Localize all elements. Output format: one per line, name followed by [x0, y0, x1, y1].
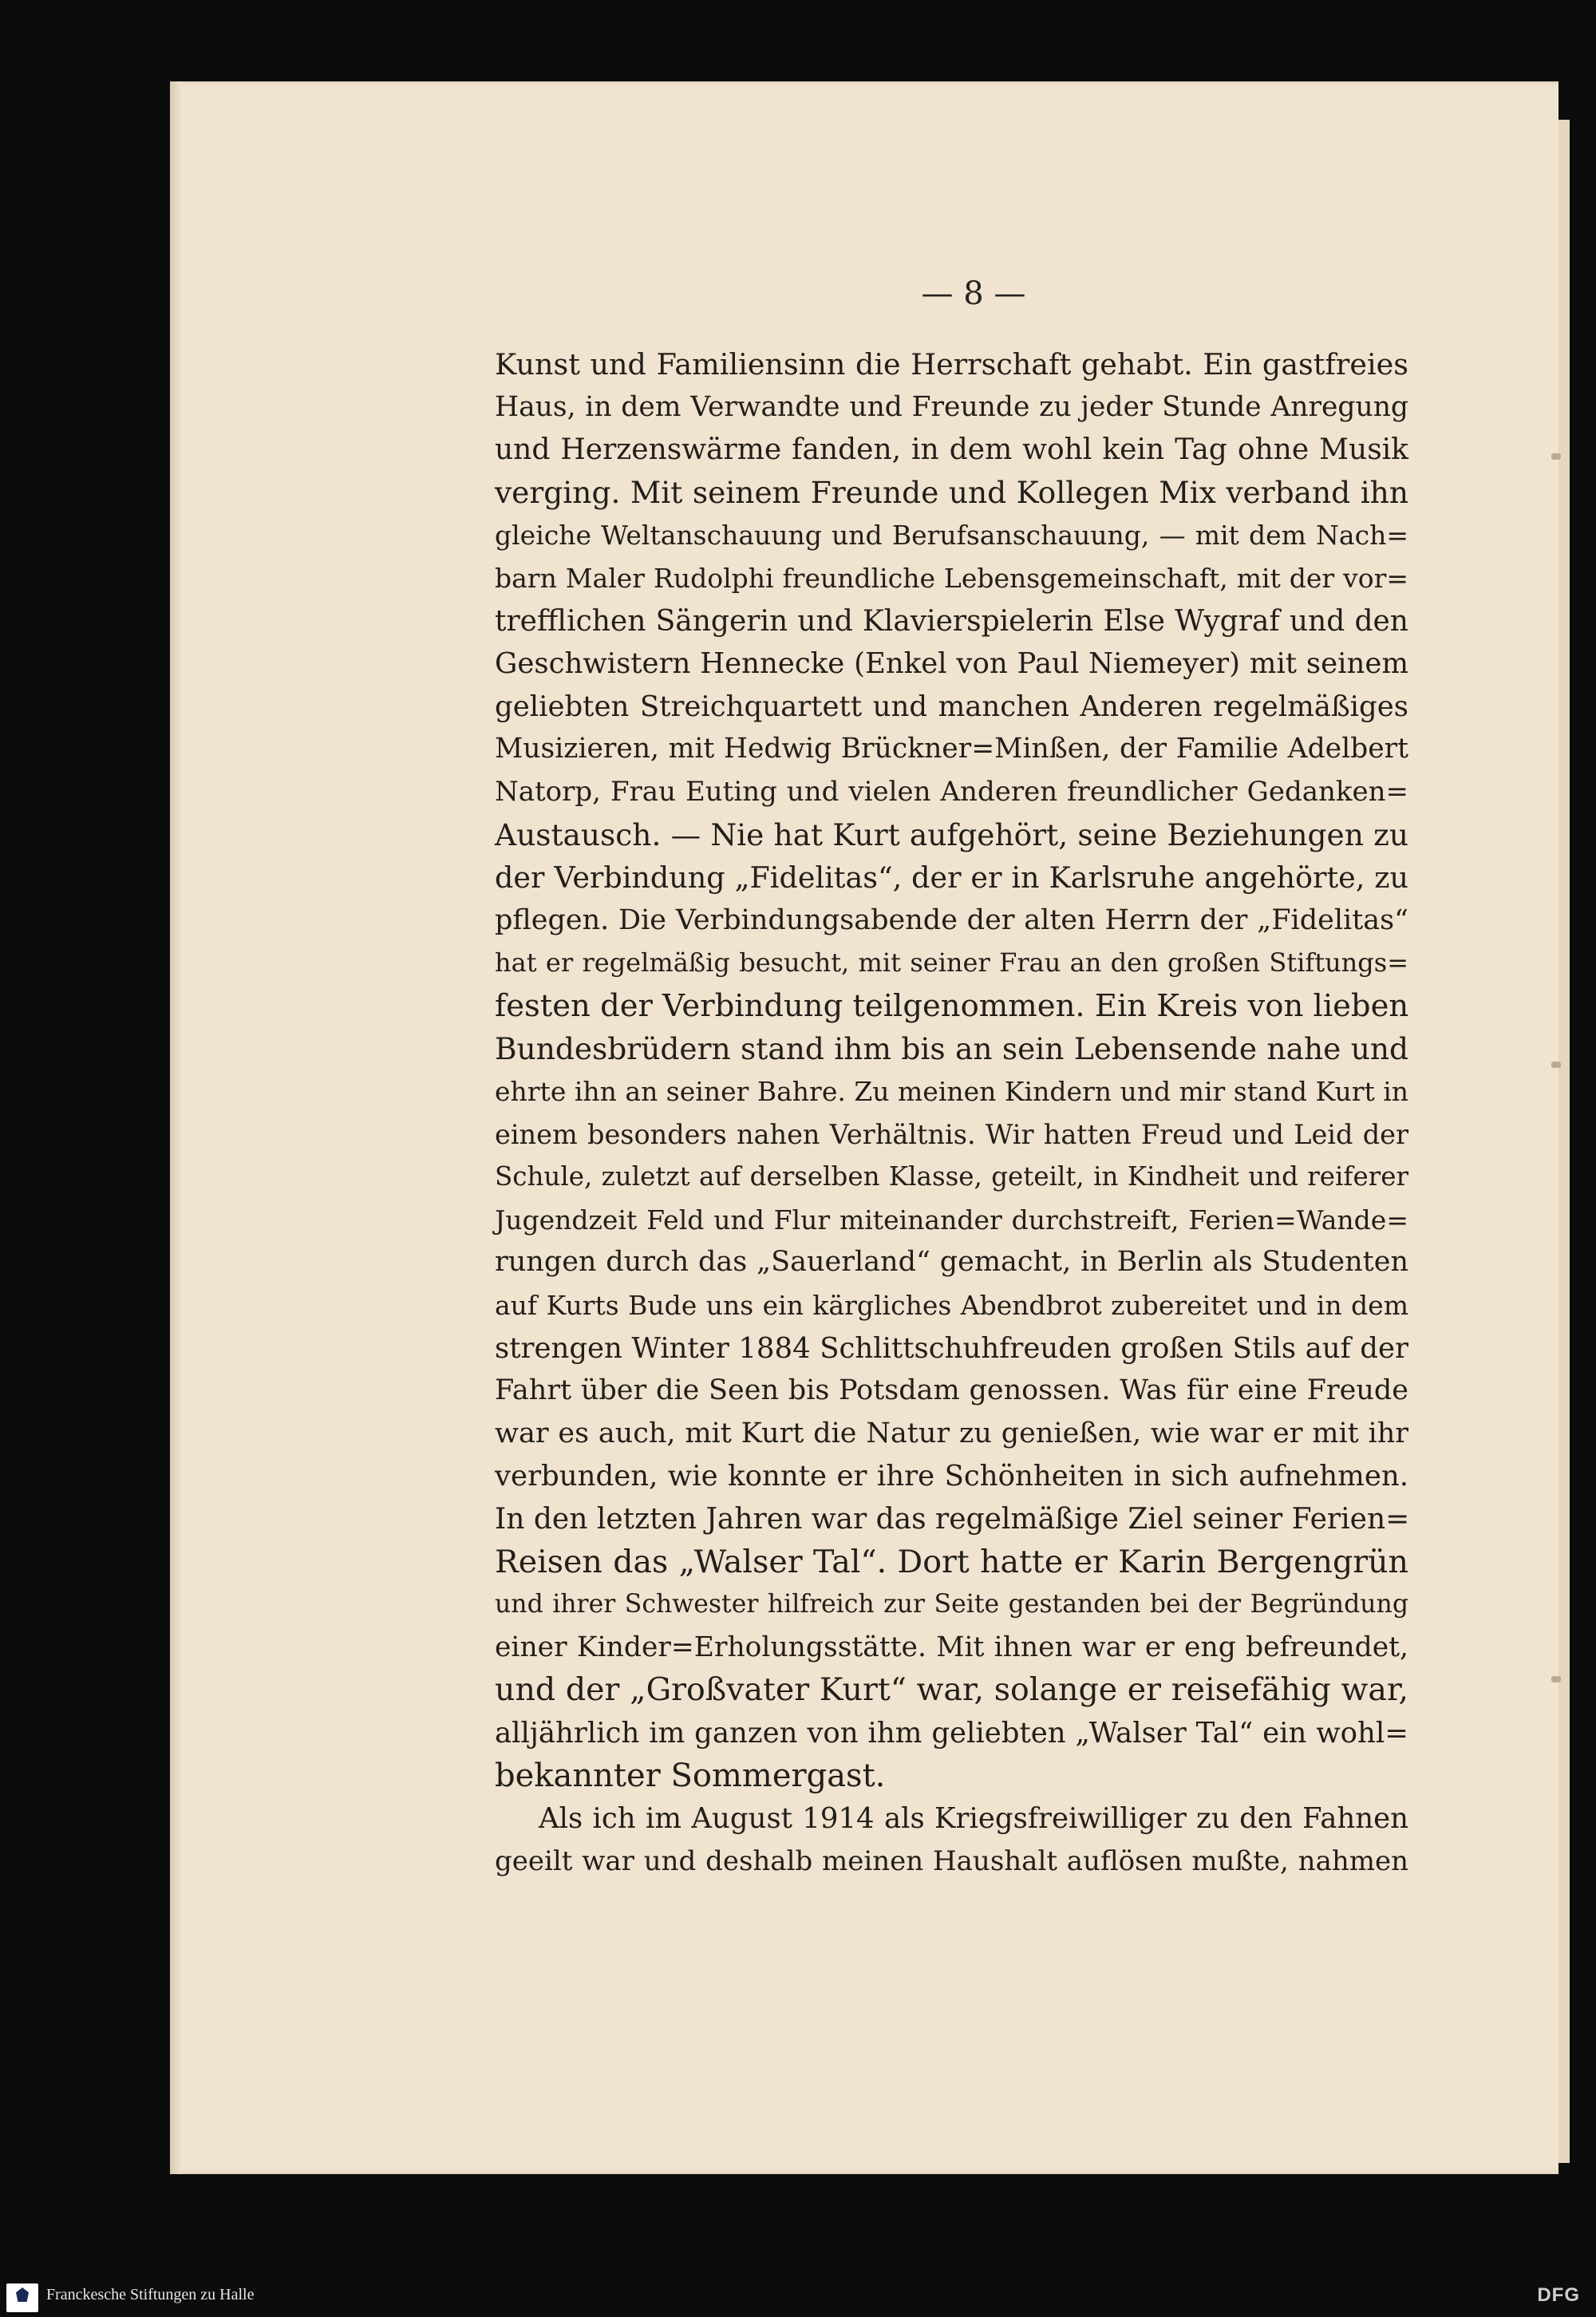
footer-funder-logo: DFG [1537, 2284, 1580, 2306]
text-line-paragraph-start: Als ich im August 1914 als Kriegsfreiwilliger zu den Fahnen [539, 1802, 1408, 1836]
text-line: einem besonders nahen Verhältnis. Wir hatten Freud und Leid der [495, 1118, 1408, 1150]
text-line: und der „Großvater Kurt“ war, solange er reisefähig war, [495, 1671, 1408, 1709]
text-line: geeilt war und deshalb meinen Haushalt auflösen mußte, nahmen [495, 1845, 1408, 1877]
text-line: Musizieren, mit Hedwig Brückner=Minßen, der Familie Adelbert [495, 733, 1408, 765]
text-line: Geschwistern Hennecke (Enkel von Paul Niemeyer) mit seinem [495, 647, 1408, 681]
text-line: barn Maler Rudolphi freundliche Lebensgemeinschaft, mit der vor= [495, 562, 1408, 594]
text-line: pflegen. Die Verbindungsabende der alten Herrn der „Fidelitas“ [495, 903, 1408, 936]
text-line: verbunden, wie konnte er ihre Schönheiten in sich aufnehmen. [495, 1460, 1408, 1493]
text-line: Fahrt über die Seen bis Potsdam genossen. Was für eine Freude [495, 1374, 1408, 1407]
binding-thread-mark [1551, 1676, 1561, 1682]
text-line: der Verbindung „Fidelitas“, der er in Karlsruhe angehörte, zu [495, 860, 1408, 896]
text-line: trefflichen Sängerin und Klavierspielerin Else Wygraf und den [495, 604, 1408, 638]
text-line: Schule, zuletzt auf derselben Klasse, geteilt, in Kindheit und reiferer [495, 1161, 1408, 1192]
body-text [495, 343, 1408, 1883]
binding-thread-mark [1551, 453, 1561, 460]
text-line: In den letzten Jahren war das regelmäßige Ziel seiner Ferien= [495, 1503, 1410, 1536]
text-line: war es auch, mit Kurt die Natur zu genießen, wie war er mit ihr [495, 1417, 1408, 1449]
page-number: — 8 — [921, 275, 1026, 312]
text-line: ehrte ihn an seiner Bahre. Zu meinen Kindern und mir stand Kurt in [495, 1076, 1409, 1108]
footer-institution-name: Franckesche Stiftungen zu Halle [46, 2286, 255, 2303]
text-line: Austausch. — Nie hat Kurt aufgehört, seine Beziehungen zu [495, 816, 1408, 852]
text-line: und ihrer Schwester hilfreich zur Seite gestanden bei der Begründung [495, 1590, 1408, 1619]
text-line: auf Kurts Bude uns ein kärgliches Abendbrot zubereitet und in dem [495, 1290, 1408, 1322]
text-line: Jugendzeit Feld und Flur miteinander durchstreift, Ferien=Wande= [495, 1204, 1408, 1236]
page-binding-edge [170, 81, 181, 2174]
text-line: Kunst und Familiensinn die Herrschaft gehabt. Ein gastfreies [495, 347, 1408, 382]
text-line: Reisen das „Walser Tal“. Dort hatte er Karin Bergengrün [495, 1543, 1408, 1580]
text-line: strengen Winter 1884 Schlittschuhfreuden großen Stils auf der [495, 1331, 1408, 1365]
text-line-paragraph-end: bekannter Sommergast. [495, 1757, 886, 1794]
next-page-edge [1558, 120, 1570, 2163]
text-line: Haus, in dem Verwandte und Freunde zu jeder Stunde Anregung [495, 390, 1408, 423]
text-line: hat er regelmäßig besucht, mit seiner Frau an den großen Stiftungs= [495, 947, 1408, 979]
text-line: geliebten Streichquartett und manchen Anderen regelmäßiges [495, 690, 1408, 723]
text-line: alljährlich im ganzen von ihm geliebten „Walser Tal“ ein wohl= [495, 1717, 1408, 1750]
text-line: gleiche Weltanschauung und Berufsanschauung, — mit dem Nach= [495, 520, 1408, 552]
text-line: Bundesbrüdern stand ihm bis an sein Lebensende nahe und [495, 1030, 1408, 1066]
text-line: festen der Verbindung teilgenommen. Ein Kreis von lieben [495, 987, 1409, 1024]
text-line: verging. Mit seinem Freunde und Kollegen Mix verband ihn [495, 474, 1408, 510]
text-line: rungen durch das „Sauerland“ gemacht, in Berlin als Studenten [495, 1246, 1408, 1279]
text-line: Natorp, Frau Euting und vielen Anderen freundlicher Gedanken= [495, 775, 1408, 808]
text-line: und Herzenswärme fanden, in dem wohl kein Tag ohne Musik [495, 433, 1408, 467]
binding-thread-mark [1551, 1062, 1561, 1068]
text-line: einer Kinder=Erholungsstätte. Mit ihnen war er eng befreundet, [495, 1631, 1408, 1663]
